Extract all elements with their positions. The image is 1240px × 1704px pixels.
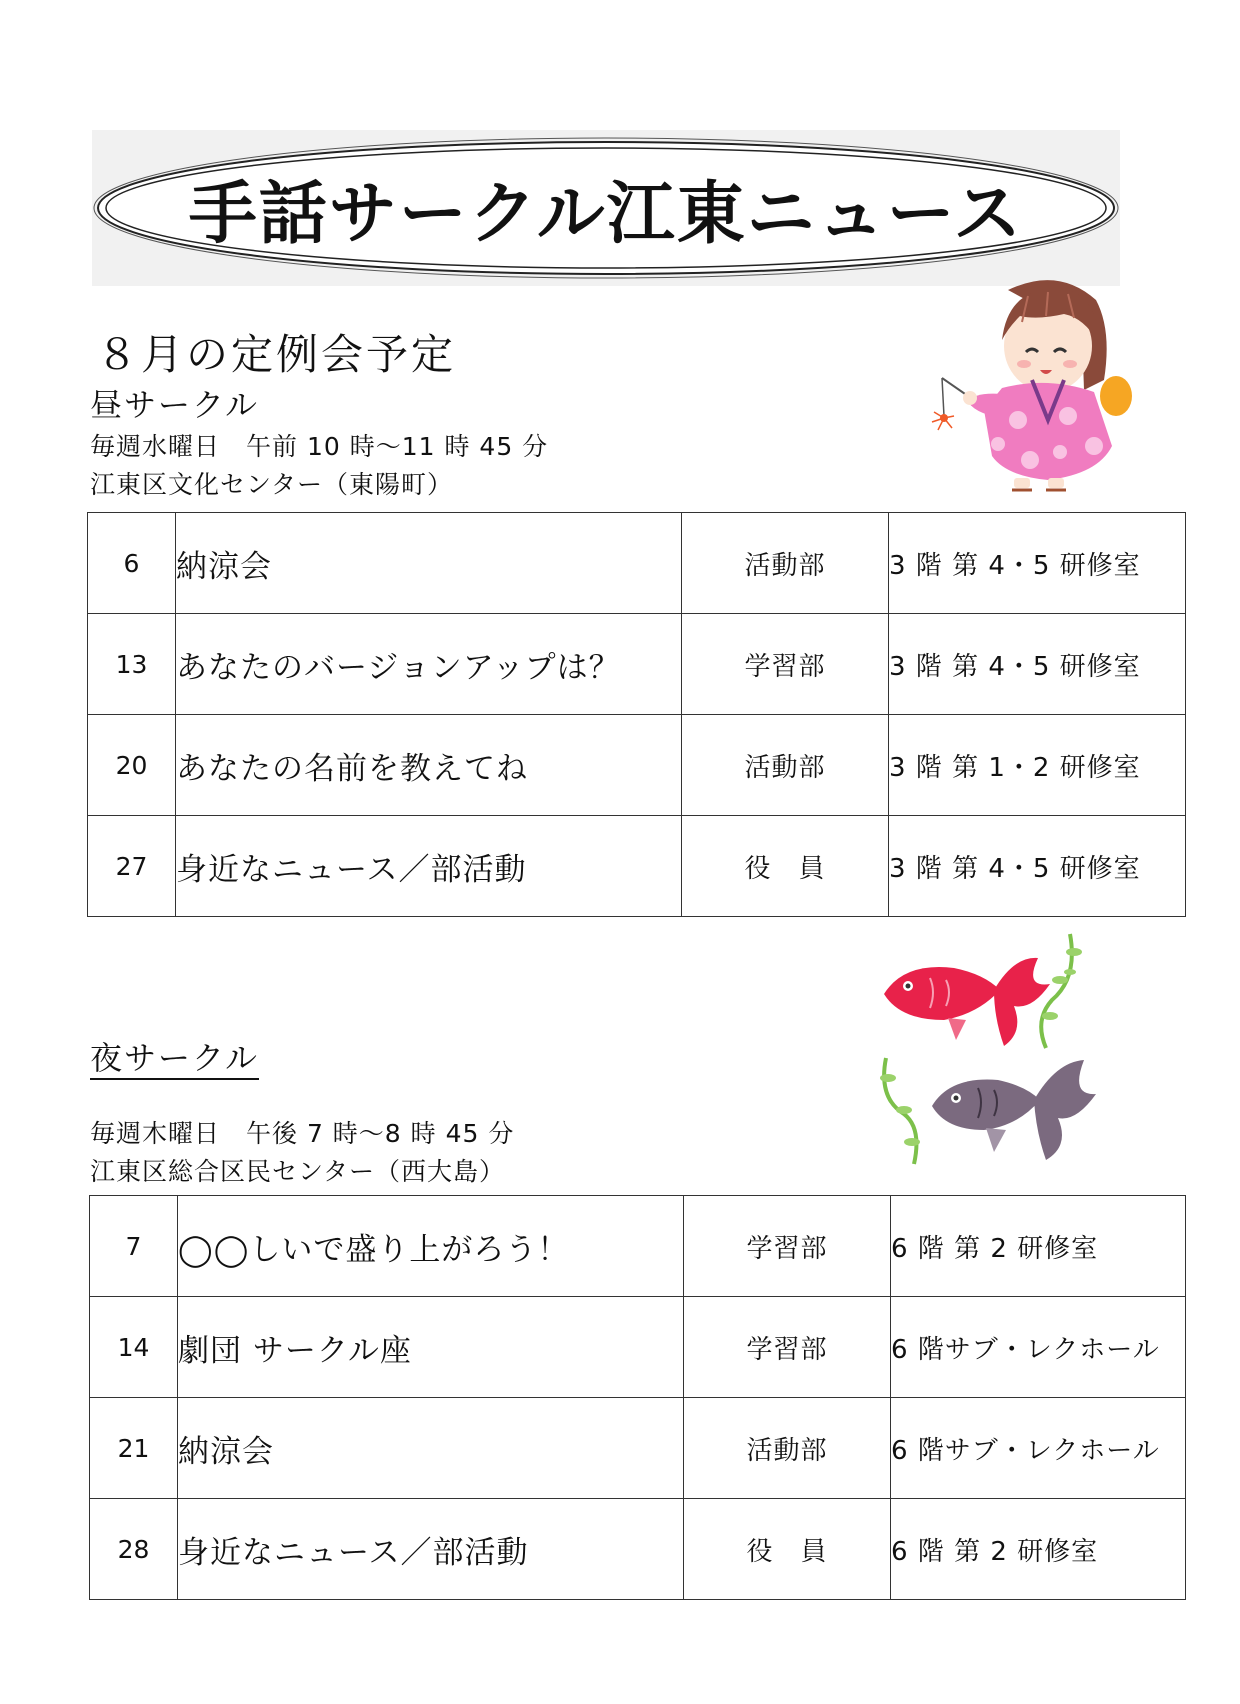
table-row <box>90 1297 1186 1398</box>
row-dept: 活動部 <box>684 1398 891 1499</box>
table-row <box>88 715 1186 816</box>
row-date: 28 <box>90 1499 178 1600</box>
row-event: 納涼会 <box>176 513 682 614</box>
row-date: 7 <box>90 1196 178 1297</box>
row-date: 14 <box>90 1297 178 1398</box>
row-room: 3 階 第 4・5 研修室 <box>889 614 1186 715</box>
title-banner <box>92 130 1120 286</box>
row-event: 劇団 サークル座 <box>178 1297 684 1398</box>
goldfish-pair-icon <box>874 928 1114 1182</box>
row-room: 6 階 第 2 研修室 <box>891 1499 1186 1600</box>
row-date: 21 <box>90 1398 178 1499</box>
month-heading: ８月の定例会予定 <box>96 330 457 379</box>
row-dept: 学習部 <box>682 614 889 715</box>
table-row <box>88 614 1186 715</box>
row-room: 6 階サブ・レクホール <box>891 1297 1186 1398</box>
row-event: 身近なニュース／部活動 <box>176 816 682 917</box>
row-dept: 役 員 <box>684 1499 891 1600</box>
row-dept: 役 員 <box>682 816 889 917</box>
table-row <box>88 816 1186 917</box>
night-schedule-table <box>89 1195 1186 1600</box>
row-dept: 学習部 <box>684 1196 891 1297</box>
table-row <box>88 513 1186 614</box>
table-row <box>90 1499 1186 1600</box>
row-room: 3 階 第 4・5 研修室 <box>889 816 1186 917</box>
row-room: 6 階サブ・レクホール <box>891 1398 1186 1499</box>
row-event: 納涼会 <box>178 1398 684 1499</box>
row-room: 6 階 第 2 研修室 <box>891 1196 1186 1297</box>
row-date: 27 <box>88 816 176 917</box>
row-dept: 学習部 <box>684 1297 891 1398</box>
day-circle-info <box>90 428 548 504</box>
row-event: ◯◯しいで盛り上がろう！ <box>178 1196 684 1297</box>
night-schedule: 毎週木曜日 午後 7 時～8 時 45 分 <box>90 1119 515 1148</box>
day-schedule-table <box>87 512 1186 917</box>
day-venue: 江東区文化センター（東陽町） <box>90 470 454 499</box>
page-title: 手話サークル江東ニュース <box>188 174 1024 254</box>
row-event: 身近なニュース／部活動 <box>178 1499 684 1600</box>
table-row <box>90 1196 1186 1297</box>
yukata-girl-sparkler-icon <box>898 270 1138 514</box>
day-schedule: 毎週水曜日 午前 10 時～11 時 45 分 <box>90 432 549 461</box>
night-venue: 江東区総合区民センター（西大島） <box>90 1157 506 1186</box>
table-row <box>90 1398 1186 1499</box>
night-circle-heading: 夜サークル <box>90 1040 259 1080</box>
night-circle-info <box>90 1115 514 1191</box>
row-event: あなたの名前を教えてね <box>176 715 682 816</box>
row-dept: 活動部 <box>682 513 889 614</box>
row-date: 20 <box>88 715 176 816</box>
row-event: あなたのバージョンアップは？ <box>176 614 682 715</box>
row-date: 6 <box>88 513 176 614</box>
row-date: 13 <box>88 614 176 715</box>
row-dept: 活動部 <box>682 715 889 816</box>
row-room: 3 階 第 4・5 研修室 <box>889 513 1186 614</box>
row-room: 3 階 第 1・2 研修室 <box>889 715 1186 816</box>
day-circle-heading: 昼サークル <box>90 386 260 424</box>
